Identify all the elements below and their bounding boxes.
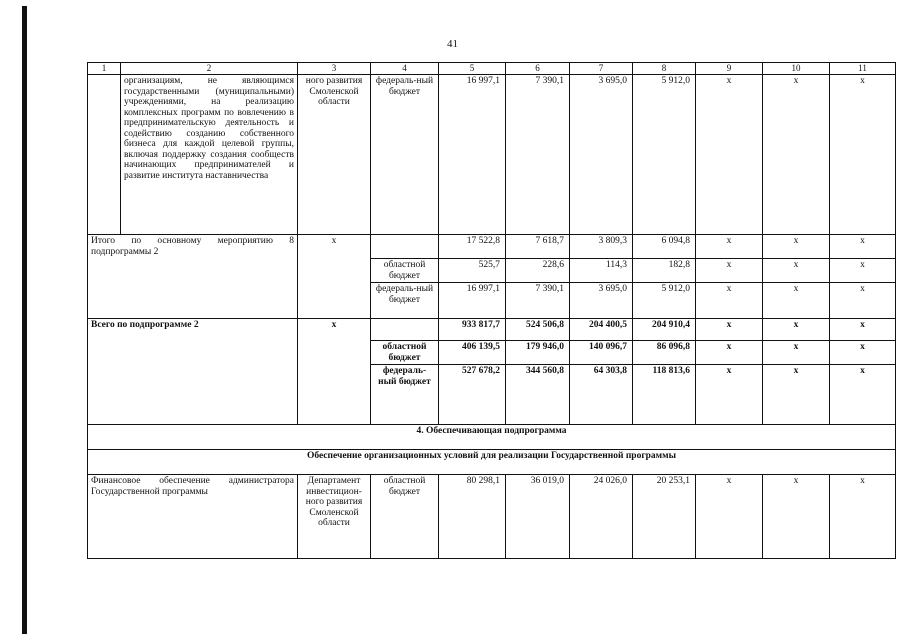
col-header-2: 2 xyxy=(121,63,298,75)
vsego-federal-col10: х xyxy=(763,365,830,425)
vsego-total-col5: 933 817,7 xyxy=(439,319,506,341)
vsego-regional-col11: х xyxy=(830,341,896,365)
itogo-regional-source: областной бюджет xyxy=(371,259,439,283)
col-header-11: 11 xyxy=(830,63,896,75)
col-header-10: 10 xyxy=(763,63,830,75)
value-col6: 7 390,1 xyxy=(506,75,570,235)
col-header-4: 4 xyxy=(371,63,439,75)
section-subtitle-row xyxy=(88,450,896,475)
vsego-total-col11: х xyxy=(830,319,896,341)
itogo-total-row xyxy=(88,235,896,259)
value-col8: 20 253,1 xyxy=(633,475,696,559)
value-col10: х xyxy=(763,475,830,559)
executor-cell: ного развития Смоленской области xyxy=(298,75,371,235)
page-number: 41 xyxy=(447,38,458,50)
vsego-total-col8: 204 910,4 xyxy=(633,319,696,341)
itogo-federal-col8: 5 912,0 xyxy=(633,283,696,319)
vsego-regional-col5: 406 139,5 xyxy=(439,341,506,365)
vsego-regional-col10: х xyxy=(763,341,830,365)
value-col9: х xyxy=(696,475,763,559)
value-col10: х xyxy=(763,75,830,235)
column-number-row xyxy=(88,63,896,75)
col-header-7: 7 xyxy=(570,63,633,75)
itogo-total-col6: 7 618,7 xyxy=(506,235,570,259)
vsego-total-col9: х xyxy=(696,319,763,341)
itogo-federal-col11: х xyxy=(830,283,896,319)
itogo-federal-col10: х xyxy=(763,283,830,319)
itogo-total-col5: 17 522,8 xyxy=(439,235,506,259)
vsego-total-source xyxy=(371,319,439,341)
vsego-total-col6: 524 506,8 xyxy=(506,319,570,341)
itogo-federal-col7: 3 695,0 xyxy=(570,283,633,319)
vsego-total-col7: 204 400,5 xyxy=(570,319,633,341)
section-title: 4. Обеспечивающая подпрограмма xyxy=(88,425,896,450)
col-header-3: 3 xyxy=(298,63,371,75)
col-header-5: 5 xyxy=(439,63,506,75)
value-col11: х xyxy=(830,475,896,559)
itogo-total-col9: х xyxy=(696,235,763,259)
section-title-row xyxy=(88,425,896,450)
executor-cell: Департамент инвестицион-ного развития Смоленской области xyxy=(298,475,371,559)
itogo-label: Итого по основному мероприятию 8 подпрограммы 2 xyxy=(88,235,298,319)
vsego-total-col10: х xyxy=(763,319,830,341)
value-col8: 5 912,0 xyxy=(633,75,696,235)
vsego-regional-col8: 86 096,8 xyxy=(633,341,696,365)
itogo-regional-col8: 182,8 xyxy=(633,259,696,283)
col-header-1: 1 xyxy=(88,63,121,75)
vsego-label: Всего по подпрограмме 2 xyxy=(88,319,298,425)
vsego-federal-col7: 64 303,8 xyxy=(570,365,633,425)
vsego-federal-col6: 344 560,8 xyxy=(506,365,570,425)
itogo-total-col11: х xyxy=(830,235,896,259)
vsego-executor: х xyxy=(298,319,371,425)
vsego-federal-col8: 118 813,6 xyxy=(633,365,696,425)
itogo-regional-col11: х xyxy=(830,259,896,283)
vsego-federal-col5: 527 678,2 xyxy=(439,365,506,425)
section-subtitle: Обеспечение организационных условий для реализации Государственной программы xyxy=(88,450,896,475)
funding-source-cell: областной бюджет xyxy=(371,475,439,559)
value-col7: 24 026,0 xyxy=(570,475,633,559)
funding-source-cell: федераль-ный бюджет xyxy=(371,75,439,235)
itogo-total-source xyxy=(371,235,439,259)
value-col6: 36 019,0 xyxy=(506,475,570,559)
table-row xyxy=(88,475,896,559)
col-header-9: 9 xyxy=(696,63,763,75)
page-left-border xyxy=(22,6,27,634)
col-header-8: 8 xyxy=(633,63,696,75)
itogo-total-col7: 3 809,3 xyxy=(570,235,633,259)
vsego-federal-source: федераль-ный бюджет xyxy=(371,365,439,425)
col-header-6: 6 xyxy=(506,63,570,75)
measure-name-cell: организациям, не являющимся государственными (муниципальными) учреждениями, на реализацию комплексных программ по вовлечению в предпринимательскую деятельность и содействию созданию собственного бизнеса для каждой целевой группы, включая поддержку создания сообществ начинающих предпринимателей и развитие института наставничества xyxy=(121,75,298,235)
value-col5: 16 997,1 xyxy=(439,75,506,235)
itogo-federal-col5: 16 997,1 xyxy=(439,283,506,319)
itogo-regional-col7: 114,3 xyxy=(570,259,633,283)
table-row xyxy=(88,75,896,235)
vsego-federal-col9: х xyxy=(696,365,763,425)
itogo-regional-col10: х xyxy=(763,259,830,283)
itogo-federal-col9: х xyxy=(696,283,763,319)
value-col11: х xyxy=(830,75,896,235)
vsego-regional-col6: 179 946,0 xyxy=(506,341,570,365)
itogo-total-col10: х xyxy=(763,235,830,259)
itogo-regional-col9: х xyxy=(696,259,763,283)
budget-table xyxy=(87,62,896,559)
value-col9: х xyxy=(696,75,763,235)
itogo-regional-col6: 228,6 xyxy=(506,259,570,283)
value-col7: 3 695,0 xyxy=(570,75,633,235)
vsego-regional-col9: х xyxy=(696,341,763,365)
measure-name-cell: Финансовое обеспечение администратора Государственной программы xyxy=(88,475,298,559)
vsego-total-row xyxy=(88,319,896,341)
row-number-cell xyxy=(88,75,121,235)
value-col5: 80 298,1 xyxy=(439,475,506,559)
itogo-federal-col6: 7 390,1 xyxy=(506,283,570,319)
itogo-federal-source: федераль-ный бюджет xyxy=(371,283,439,319)
vsego-regional-col7: 140 096,7 xyxy=(570,341,633,365)
itogo-total-col8: 6 094,8 xyxy=(633,235,696,259)
vsego-regional-source: областной бюджет xyxy=(371,341,439,365)
vsego-federal-col11: х xyxy=(830,365,896,425)
itogo-executor: х xyxy=(298,235,371,319)
itogo-regional-col5: 525,7 xyxy=(439,259,506,283)
